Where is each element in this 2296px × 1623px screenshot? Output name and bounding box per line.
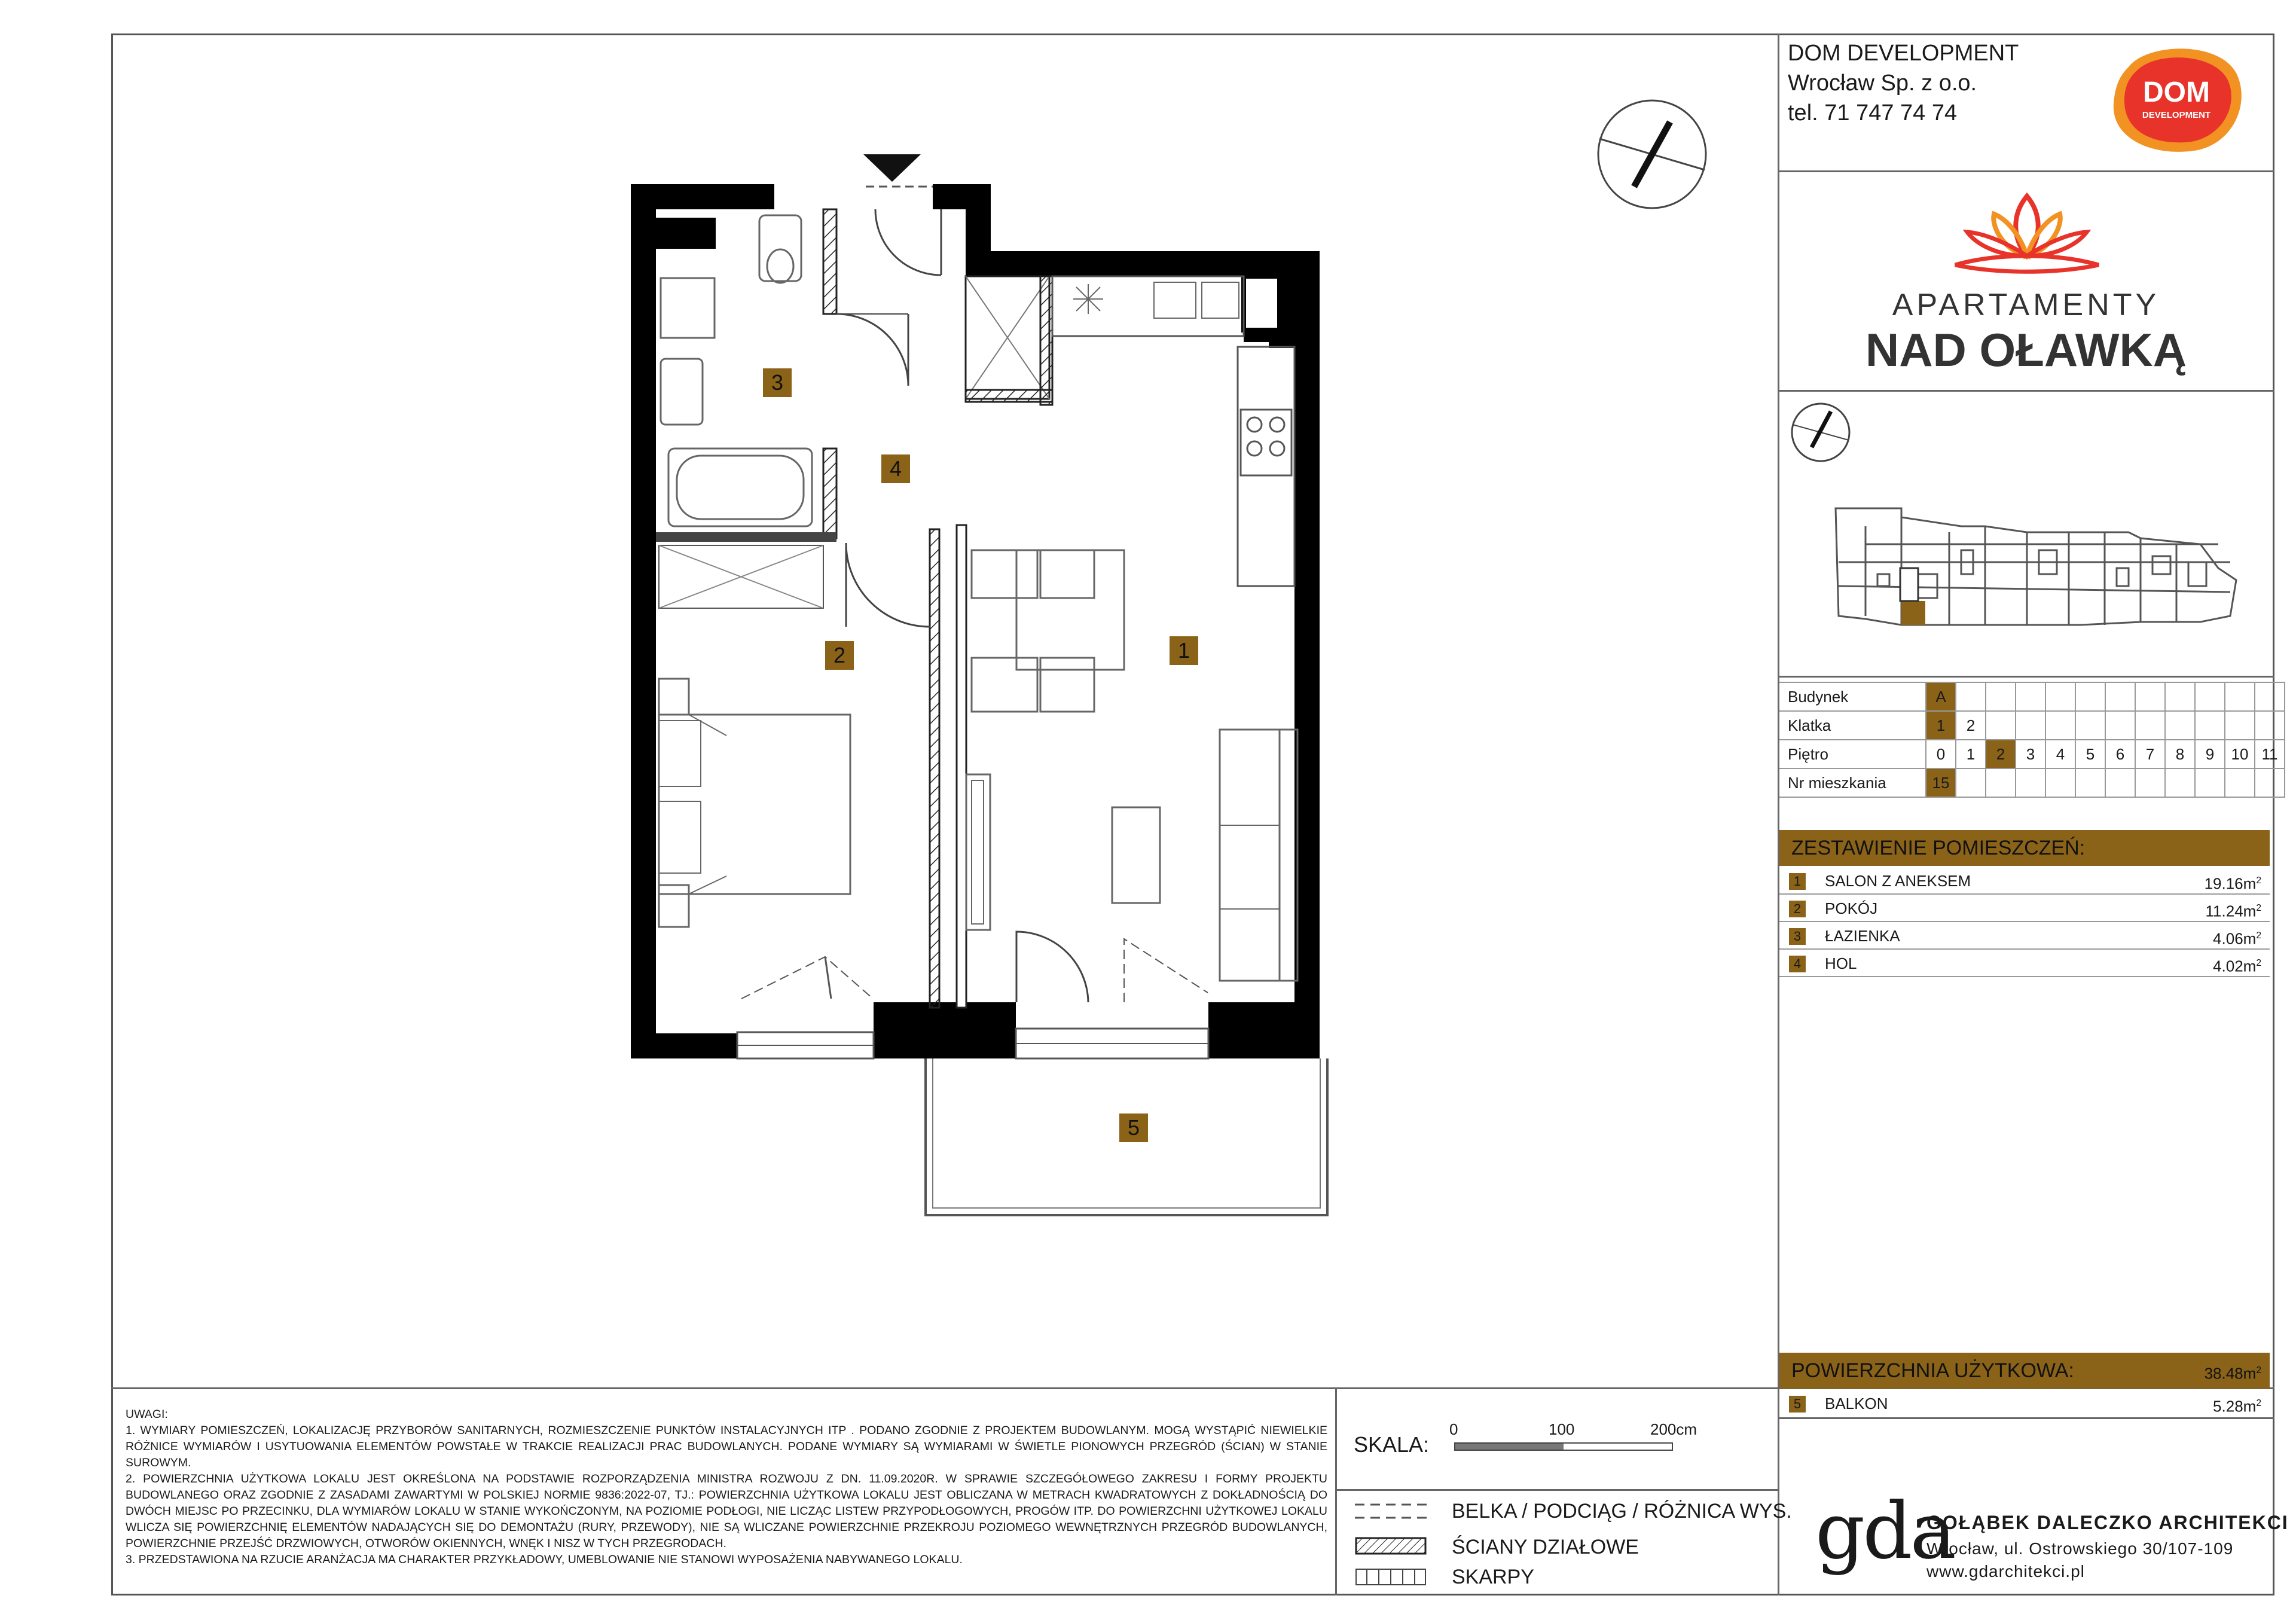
- usable-area-label: POWIERZCHNIA UŻYTKOWA:: [1791, 1359, 2074, 1382]
- location-cell: [1956, 682, 1986, 711]
- room-area: $4.06m^2$: [2213, 929, 2261, 948]
- scale-tick-100: 100: [1549, 1420, 1575, 1438]
- project-divider: [1778, 390, 2274, 392]
- note-paragraph: 1. WYMIARY POMIESZCZEŃ, LOKALIZACJĘ PRZYBORÓW SANITARNYCH, ROZMIESZCZENIE PUNKTÓW INSTALACYJNYCH ITP . PODANO ZGODNIE Z PROJEKTEM BUDOWLANYM. MOGĄ WYSTĄPIĆ NIEWIELKIE RÓŻNICE WYMIARÓW I USYTUOWANIA ELEMENTÓW POWSTAŁE W TRAKCIE REALIZACJI PRAC BUDOWLANYCH. PODANE WYMIARY SĄ WYMIARAMI W ŚWIETLE PIONOWYCH PRZEGRÓD (ŚCIAN) W STANIE SUROWYM.: [126, 1424, 1327, 1469]
- company-branch: Wrocław Sp. z o.o.: [1788, 71, 1977, 96]
- location-cell: 10: [2225, 740, 2255, 768]
- location-row: [1779, 740, 2285, 768]
- usable-area-value: $38.48m^2$: [2204, 1364, 2261, 1383]
- location-cell: 0: [1926, 740, 1956, 768]
- room-name: POKÓJ: [1825, 899, 1878, 917]
- location-cell: [2105, 711, 2135, 740]
- location-cell: [2225, 682, 2255, 711]
- location-table: [1779, 682, 2285, 798]
- location-cell: 15: [1926, 768, 1956, 797]
- location-cell: [1956, 768, 1986, 797]
- location-cell: [2045, 768, 2075, 797]
- location-cell: 2: [1986, 740, 2016, 768]
- location-cell: [2075, 682, 2105, 711]
- location-cell: 1: [1956, 740, 1986, 768]
- location-cell: [2105, 682, 2135, 711]
- entrance-arrow: [863, 154, 921, 182]
- room-tag-5: 5: [1119, 1113, 1148, 1142]
- note-paragraph: 2. POWIERZCHNIA UŻYTKOWA LOKALU JEST OKREŚLONA NA PODSTAWIE ROZPORZĄDZENIA MINISTRA ROZWOJU Z DN. 11.09.2020R. W SPRAWIE SZCZEGÓŁOWEGO ZAKRESU I FORMY PROJEKTU BUDOWLANEGO ORAZ ZGODNIE Z ZASADAMI ZAWARTYMI W POLSKIEJ NORMIE 9836:2022-07, TJ.: POWIERZCHNIA UŻYTKOWA LOKALU JEST OBLICZANA W METRACH KWADRATOWYCH Z DOKŁADNOŚCIĄ DO DWÓCH MIEJSC PO PRZECINKU, DLA WYMIARÓW LOKALU W STANIE WYKOŃCZONYM, NA POZIOMIE PODŁOGI, NIE LICZĄC LISTEW PRZYPODŁOGOWYCH, PROGÓW ITP. DO POWIERZCHNI UŻYTKOWEJ LOKALU WLICZA SIĘ POWIERZCHNIĘ ELEMENTÓW NADAJĄCYCH SIĘ DO DEMONTAŻU (RURY, PRZEWODY), NIE SĄ WLICZANE POWIERZCHNIE PRZEKROJU POZIOMEGO WEWNĘTRZNYCH PRZEGRÓD BUDOWLANYCH, POWIERZCHNIE PRZEJŚĆ DRZWIOWYCH, OTWORÓW OKIENNYCH, WNĘK I NISZ W TYCH PRZEGRODACH.: [126, 1472, 1327, 1550]
- location-cell: [2255, 682, 2285, 711]
- notes-divider: [1335, 1387, 1337, 1595]
- location-cell: [2165, 682, 2195, 711]
- room-number: 3: [1789, 928, 1806, 945]
- location-cell: 6: [2105, 740, 2135, 768]
- location-cell: [2045, 711, 2075, 740]
- location-cell: [2016, 682, 2045, 711]
- location-cell: [2105, 768, 2135, 797]
- location-cell: [2195, 711, 2225, 740]
- location-cell: [2225, 768, 2255, 797]
- location-cell: [2165, 711, 2195, 740]
- location-cell: [2075, 711, 2105, 740]
- location-cell: 2: [1956, 711, 1986, 740]
- architect-logo: gda: [1815, 1485, 1954, 1576]
- location-cell: A: [1926, 682, 1956, 711]
- legend-partition-icon: [1355, 1537, 1427, 1555]
- room-number: 4: [1789, 956, 1806, 972]
- lotus-logo-icon: [1943, 190, 2111, 280]
- location-row: [1779, 711, 2285, 740]
- keyplan-divider: [1778, 676, 2274, 678]
- architect-web: www.gdarchitekci.pl: [1926, 1562, 2085, 1581]
- logo-development-text: DEVELOPMENT: [2142, 110, 2211, 120]
- location-cell: [2075, 768, 2105, 797]
- room-name: SALON Z ANEKSEM: [1825, 872, 1971, 890]
- location-cell: [2016, 711, 2045, 740]
- room-area: $4.02m^2$: [2213, 957, 2261, 975]
- legend-beam-icon: [1355, 1500, 1427, 1524]
- room-name: HOL: [1825, 954, 1857, 972]
- rooms-header: ZESTAWIENIE POMIESZCZEŃ:: [1779, 830, 2270, 866]
- scale-label: SKALA:: [1354, 1432, 1430, 1457]
- building-key-plan: [1830, 496, 2248, 634]
- location-cell: 8: [2165, 740, 2195, 768]
- location-cell: [2225, 711, 2255, 740]
- location-cell: [1986, 682, 2016, 711]
- location-cell: 4: [2045, 740, 2075, 768]
- location-cell: [2016, 768, 2045, 797]
- location-row-label: Klatka: [1779, 711, 1926, 740]
- room-number: 2: [1789, 901, 1806, 917]
- location-cell: [2135, 711, 2165, 740]
- balcony-area: $5.28m^2$: [2213, 1397, 2261, 1415]
- location-row-label: Piętro: [1779, 740, 1926, 768]
- scale-bar: [1454, 1442, 1673, 1451]
- usable-area-header: [1779, 1353, 2270, 1389]
- floor-plan: [622, 144, 1363, 1232]
- company-divider: [1778, 170, 2274, 172]
- location-cell: [2165, 768, 2195, 797]
- location-cell: 3: [2016, 740, 2045, 768]
- room-row: [1779, 922, 2270, 950]
- location-cell: 5: [2075, 740, 2105, 768]
- north-compass-icon: [1593, 96, 1711, 213]
- room-row: [1779, 867, 2270, 895]
- legend-reveal-text: SKARPY: [1452, 1566, 1534, 1588]
- legend-beam-text: BELKA / PODCIĄG / RÓŻNICA WYS.: [1452, 1500, 1792, 1523]
- keyplan-compass-icon: [1788, 399, 1854, 465]
- room-tag-4: 4: [881, 454, 910, 483]
- balcony-number: 5: [1789, 1396, 1806, 1413]
- company-phone: tel. 71 747 74 74: [1788, 100, 1958, 126]
- project-name-line1: APARTAMENTY: [1892, 288, 2160, 322]
- note-paragraph: 3. PRZEDSTAWIONA NA RZUCIE ARANŻACJA MA CHARAKTER PRZYKŁADOWY, UMEBLOWANIE NIE STANOWI WYPOSAŻENIA NABYWANEGO LOKALU.: [126, 1553, 963, 1566]
- location-cell: [1986, 768, 2016, 797]
- location-row: [1779, 768, 2285, 797]
- location-cell: [2255, 711, 2285, 740]
- location-cell: [2045, 682, 2075, 711]
- architect-name: GOŁĄBEK DALECZKO ARCHITEKCI: [1926, 1512, 2289, 1533]
- balcony-row: [1779, 1390, 2270, 1417]
- company-name: DOM DEVELOPMENT: [1788, 41, 2019, 66]
- balcony-bottom-line: [1778, 1417, 2274, 1419]
- note-paragraph: UWAGI:: [126, 1408, 168, 1421]
- location-cell: [2195, 768, 2225, 797]
- location-cell: [1986, 711, 2016, 740]
- logo-dom-text: DOM: [2143, 77, 2210, 108]
- location-row-label: Nr mieszkania: [1779, 768, 1926, 797]
- location-row-label: Budynek: [1779, 682, 1926, 711]
- balcony-name: BALKON: [1825, 1395, 1888, 1413]
- room-tag-2: 2: [825, 641, 854, 670]
- architect-address: Wrocław, ul. Ostrowskiego 30/107-109: [1926, 1539, 2234, 1558]
- room-tag-1: 1: [1170, 636, 1198, 665]
- scale-tick-200: 200cm: [1650, 1420, 1697, 1438]
- room-tag-3: 3: [763, 368, 792, 397]
- location-cell: 11: [2255, 740, 2285, 768]
- company-info: [1788, 38, 2019, 128]
- legend-partition-text: ŚCIANY DZIAŁOWE: [1452, 1536, 1639, 1558]
- location-cell: [2135, 682, 2165, 711]
- project-name-line2: NAD OŁAWKĄ: [1865, 324, 2187, 376]
- notes: [126, 1407, 1327, 1568]
- location-cell: [2135, 768, 2165, 797]
- scale-tick-0: 0: [1449, 1420, 1458, 1438]
- location-cell: 1: [1926, 711, 1956, 740]
- room-number: 1: [1789, 873, 1806, 890]
- scale-divider: [1335, 1489, 1778, 1491]
- legend-reveal-icon: [1355, 1568, 1427, 1586]
- room-area: $11.24m^2$: [2205, 902, 2261, 920]
- room-row: [1779, 895, 2270, 922]
- room-name: ŁAZIENKA: [1825, 927, 1900, 945]
- room-area: $19.16m^2$: [2204, 874, 2261, 893]
- location-cell: 7: [2135, 740, 2165, 768]
- dom-development-logo: [2105, 43, 2248, 157]
- room-row: [1779, 950, 2270, 977]
- location-cell: 9: [2195, 740, 2225, 768]
- location-cell: [2195, 682, 2225, 711]
- location-row: [1779, 682, 2285, 711]
- location-cell: [2255, 768, 2285, 797]
